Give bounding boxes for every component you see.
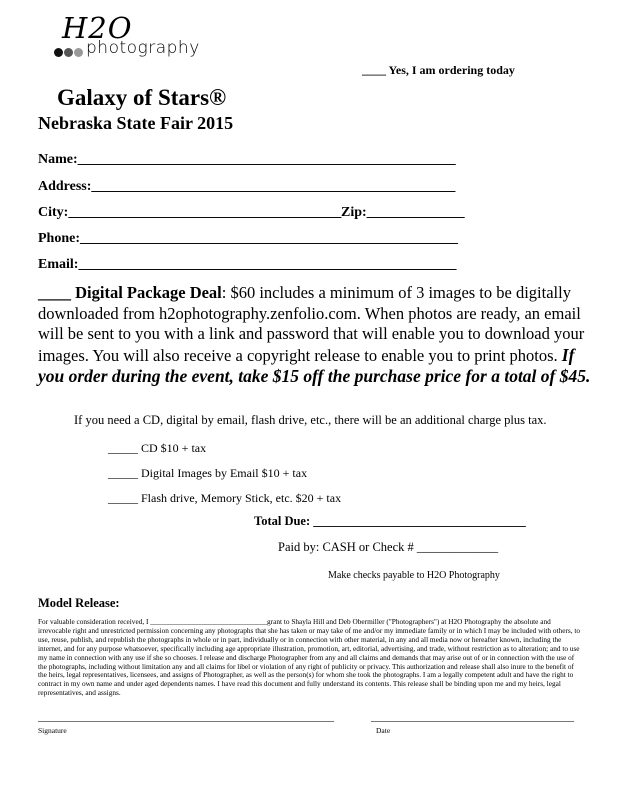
- logo-dots: [54, 43, 84, 61]
- logo-dot-3: [74, 48, 83, 57]
- package-body: : $60 includes a minimum of 3 images to be digitally downloaded from h2ophotography.zenfolio.com. When photos are ready, an email will be sent to you with a link and password that will enable you to download your images. You will also receive a copyright release to enable you to print photos.: [38, 283, 585, 365]
- city-field[interactable]: City:_______________________________________: [38, 205, 342, 220]
- package-discount: If you order during the event, take $15 off the purchase price for a total of $45.: [38, 344, 591, 386]
- signature-label: Signature: [38, 726, 67, 735]
- checks-payable-note: Make checks payable to H2O Photography: [328, 570, 500, 581]
- address-field[interactable]: Address:____________________________________________________: [38, 179, 456, 194]
- email-field[interactable]: Email:______________________________________________________: [38, 257, 457, 272]
- total-due-text: Total Due: __________________________________: [254, 514, 526, 528]
- logo-brand: H2O: [62, 11, 133, 45]
- model-release-heading: Model Release:: [38, 596, 120, 610]
- option-flash-drive[interactable]: _____ Flash drive, Memory Stick, etc. $20 + tax: [108, 491, 342, 505]
- ordering-today-checkbox-line[interactable]: ____ Yes, I am ordering today: [362, 63, 515, 77]
- date-label: Date: [376, 726, 391, 735]
- cd-note: If you need a CD, digital by email, flash drive, etc., there will be an additional charge plus tax.: [74, 413, 547, 427]
- logo-dot-1: [54, 48, 63, 57]
- model-release-text: For valuable consideration received, I ________________________________grant to Shayla Hill and Deb Obermiller ("Photographers") at H2O Photography the absolute and irrevocable right and unrestricted permission concerning any photographs that she has taken or may take of me and/or my immediate family or in which I may be included with others, to use, reuse, publish, and republish the photographs in whole or in part, individually or in connection with other material, in any and all media now or hereafter known, including the internet, and for any purpose whatsoever, specifically including age appropriate illustration, promotion, art, editorial, advertising, and trade, without restriction as to alteration; and to use my name in connection with any use if she so chooses. I release and discharge Photographer from any and all claims and demands that may arise out of or in connection with the use of the photographs, including without limitation any and all claims for libel or violation of any right of publicity or privacy. This authorization and release shall also inure to the benefit of the heirs, legal representatives, licensees, and assigns of Photographer, as well as the person(s) for whom she took the photographs. I am a legally competent adult and have the right to contract in my own name and under aged dependents names. I have read this document and fully understand its contents. This release shall be binding upon me and my heirs, legal representatives, and assigns.: [38, 617, 581, 698]
- paid-by-line[interactable]: Paid by: CASH or Check # _____________: [278, 540, 499, 554]
- total-due-field[interactable]: [254, 514, 526, 529]
- package-blank[interactable]: ____: [38, 283, 71, 302]
- option-digital-email[interactable]: _____ Digital Images by Email $10 + tax: [108, 466, 308, 480]
- page-subtitle: Nebraska State Fair 2015: [38, 113, 234, 133]
- logo-subtitle: photography: [86, 38, 200, 58]
- zip-field[interactable]: Zip:______________: [341, 205, 465, 220]
- phone-field[interactable]: Phone:______________________________________________________: [38, 231, 458, 246]
- date-line[interactable]: [371, 721, 574, 722]
- package-label: Digital Package Deal: [75, 283, 222, 302]
- page-title: Galaxy of Stars®: [57, 85, 227, 110]
- signature-line[interactable]: [38, 721, 334, 722]
- name-field[interactable]: Name:______________________________________________________: [38, 152, 456, 167]
- logo-dot-2: [64, 48, 73, 57]
- option-cd[interactable]: _____ CD $10 + tax: [108, 441, 207, 455]
- digital-package-paragraph: [38, 283, 598, 388]
